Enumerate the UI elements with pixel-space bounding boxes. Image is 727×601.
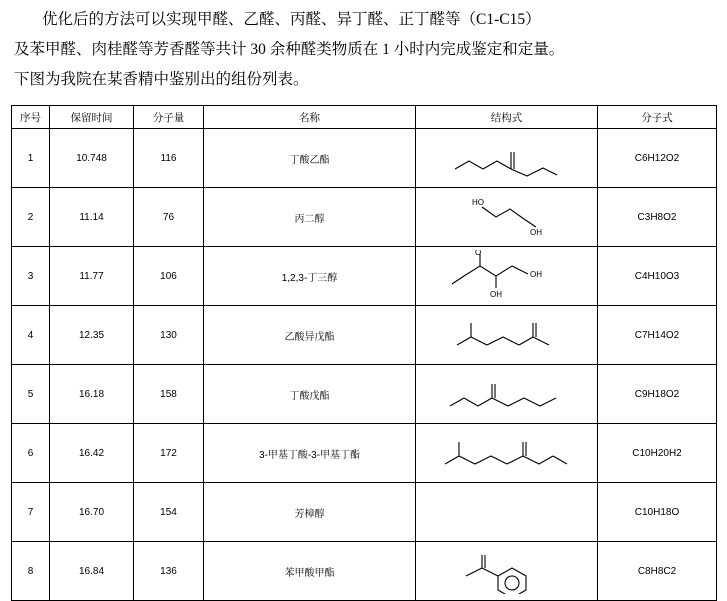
cell-name: 乙酸异戊酯 xyxy=(204,306,416,365)
svg-text:HO: HO xyxy=(471,198,484,207)
cell-retention-time: 12.35 xyxy=(50,306,134,365)
column-header-index: 序号 xyxy=(12,106,50,129)
table-header-row xyxy=(12,106,717,129)
cell-retention-time: 11.14 xyxy=(50,188,134,247)
cell-index: 2 xyxy=(12,188,50,247)
column-header-formula: 分子式 xyxy=(598,106,717,129)
cell-name: 3-甲基丁酸-3-甲基丁酯 xyxy=(204,424,416,483)
cell-name: 丁酸乙酯 xyxy=(204,129,416,188)
cell-retention-time: 16.42 xyxy=(50,424,134,483)
table-row xyxy=(12,188,717,247)
cell-structure xyxy=(416,306,598,365)
cell-formula: C7H14O2 xyxy=(598,306,717,365)
cell-structure xyxy=(416,365,598,424)
table-row xyxy=(12,247,717,306)
table-row xyxy=(12,306,717,365)
isoamyl-acetate-icon xyxy=(447,313,567,357)
butanetriol-icon xyxy=(442,250,572,302)
cell-structure xyxy=(416,188,598,247)
cell-structure xyxy=(416,542,598,601)
cell-molecular-weight: 158 xyxy=(134,365,204,424)
cell-index: 6 xyxy=(12,424,50,483)
cell-formula: C3H8O2 xyxy=(598,188,717,247)
table-row xyxy=(12,424,717,483)
cell-molecular-weight: 76 xyxy=(134,188,204,247)
cell-index: 8 xyxy=(12,542,50,601)
cell-retention-time: 11.77 xyxy=(50,247,134,306)
cell-molecular-weight: 116 xyxy=(134,129,204,188)
paragraph-1: 优化后的方法可以实现甲醛、乙醛、丙醛、异丁醛、正丁醛等（C1-C15） xyxy=(42,11,541,28)
isoamyl-isovalerate-icon xyxy=(437,430,577,476)
cell-retention-time: 16.18 xyxy=(50,365,134,424)
cell-molecular-weight: 172 xyxy=(134,424,204,483)
cell-structure xyxy=(416,247,598,306)
table-row xyxy=(12,542,717,601)
cell-molecular-weight: 136 xyxy=(134,542,204,601)
table-row xyxy=(12,129,717,188)
cell-retention-time: 16.84 xyxy=(50,542,134,601)
cell-index: 1 xyxy=(12,129,50,188)
cell-index: 4 xyxy=(12,306,50,365)
cell-name: 苯甲酸甲酯 xyxy=(204,542,416,601)
table-row xyxy=(12,365,717,424)
component-table-container xyxy=(0,105,727,601)
component-table xyxy=(11,105,717,601)
cell-index: 7 xyxy=(12,483,50,542)
column-header-name: 名称 xyxy=(204,106,416,129)
cell-formula: C10H20H2 xyxy=(598,424,717,483)
amyl-butyrate-icon xyxy=(442,372,572,416)
cell-formula: C9H18O2 xyxy=(598,365,717,424)
table-row xyxy=(12,483,717,542)
column-header-structure: 结构式 xyxy=(416,106,598,129)
column-header-retention-time: 保留时间 xyxy=(50,106,134,129)
cell-formula: C10H18O xyxy=(598,483,717,542)
ethyl-butyrate-icon xyxy=(447,136,567,180)
cell-name: 芳樟醇 xyxy=(204,483,416,542)
cell-retention-time: 10.748 xyxy=(50,129,134,188)
cell-structure xyxy=(416,424,598,483)
cell-index: 5 xyxy=(12,365,50,424)
cell-molecular-weight: 130 xyxy=(134,306,204,365)
cell-retention-time: 16.70 xyxy=(50,483,134,542)
cell-structure xyxy=(416,129,598,188)
cell-formula: C4H10O3 xyxy=(598,247,717,306)
svg-text:OH: OH xyxy=(489,290,502,299)
cell-name: 1,2,3-丁三醇 xyxy=(204,247,416,306)
cell-structure-empty xyxy=(416,483,598,542)
svg-text:O: O xyxy=(474,250,481,257)
methyl-benzoate-icon xyxy=(452,548,562,594)
paragraph-3: 下图为我院在某香精中鉴别出的组份列表。 xyxy=(14,71,309,88)
paragraph-2: 及苯甲醛、肉桂醛等芳香醛等共计 30 余种醛类物质在 1 小时内完成鉴定和定量。 xyxy=(14,41,565,58)
svg-text:OH: OH xyxy=(529,270,542,279)
column-header-molecular-weight: 分子量 xyxy=(134,106,204,129)
cell-name: 丁酸戊酯 xyxy=(204,365,416,424)
cell-name: 丙二醇 xyxy=(204,188,416,247)
cell-formula: C8H8C2 xyxy=(598,542,717,601)
cell-index: 3 xyxy=(12,247,50,306)
cell-formula: C6H12O2 xyxy=(598,129,717,188)
cell-molecular-weight: 106 xyxy=(134,247,204,306)
cell-molecular-weight: 154 xyxy=(134,483,204,542)
propylene-glycol-icon xyxy=(452,193,562,241)
svg-text:OH: OH xyxy=(529,228,542,237)
